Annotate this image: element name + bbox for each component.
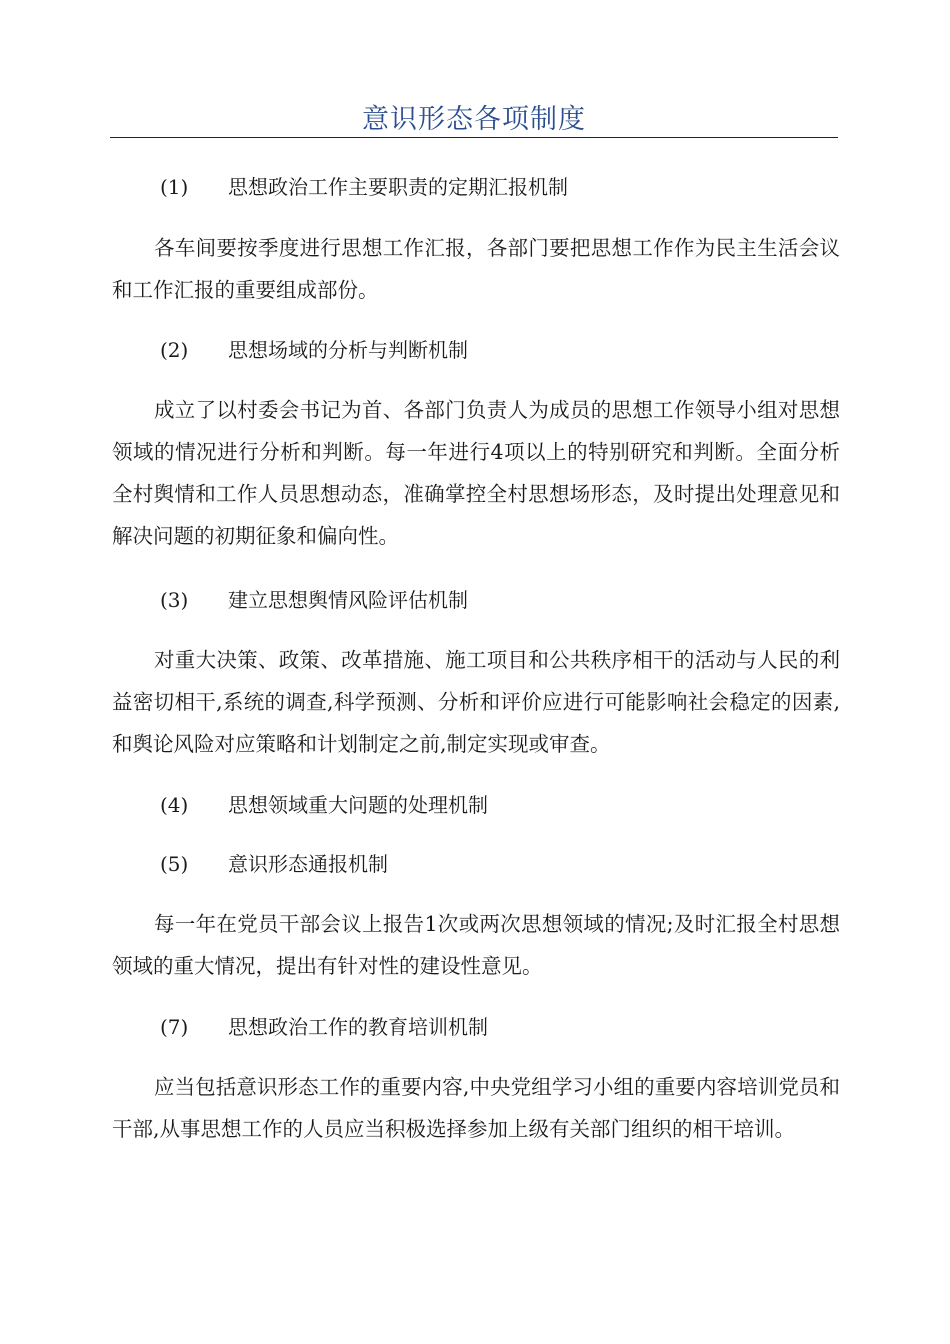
section-body-2: 成立了以村委会书记为首、各部门负责人为成员的思想工作领导小组对思想领域的情况进行分析和判断。每一年进行4项以上的特别研究和判断。全面分析全村舆情和工作人员思想动态，准确掌控全村思想场形态，及时提出处理意见和解决问题的初期征象和偏向性。 (112, 398, 840, 548)
section-number: (3) (160, 588, 189, 612)
title-underline (110, 137, 838, 138)
section-body-1: 各车间要按季度进行思想工作汇报，各部门要把思想工作作为民主生活会议和工作汇报的重要组成部份。 (112, 236, 840, 302)
section-heading-4 (160, 790, 488, 820)
section-heading-1 (160, 172, 568, 202)
section-heading-text: 思想领域重大问题的处理机制 (228, 793, 488, 817)
section-number: (7) (160, 1015, 189, 1039)
section-body-3: 对重大决策、政策、改革措施、施工项目和公共秩序相干的活动与人民的利益密切相干,系统的调查,科学预测、分析和评价应进行可能影响社会稳定的因素,和舆论风险对应策略和计划制定之前,制定实现或审查。 (112, 648, 840, 756)
section-heading-text: 思想场域的分析与判断机制 (228, 338, 468, 362)
document-title: 意识形态各项制度 (362, 104, 586, 135)
section-body-7: 应当包括意识形态工作的重要内容,中央党组学习小组的重要内容培训党员和干部,从事思想工作的人员应当积极选择参加上级有关部门组织的相干培训。 (112, 1075, 840, 1141)
section-number: (4) (160, 793, 189, 817)
section-heading-7 (160, 1012, 488, 1042)
section-number: (1) (160, 175, 189, 199)
section-heading-text: 意识形态通报机制 (228, 852, 388, 876)
section-heading-text: 思想政治工作主要职责的定期汇报机制 (228, 175, 568, 199)
section-heading-5 (160, 849, 388, 879)
section-heading-3 (160, 585, 468, 615)
section-number: (5) (160, 852, 189, 876)
section-heading-text: 思想政治工作的教育培训机制 (228, 1015, 488, 1039)
section-heading-2 (160, 335, 468, 365)
section-number: (2) (160, 338, 189, 362)
section-body-5: 每一年在党员干部会议上报告1次或两次思想领域的情况;及时汇报全村思想领域的重大情况，提出有针对性的建设性意见。 (112, 912, 840, 978)
section-heading-text: 建立思想舆情风险评估机制 (228, 588, 468, 612)
